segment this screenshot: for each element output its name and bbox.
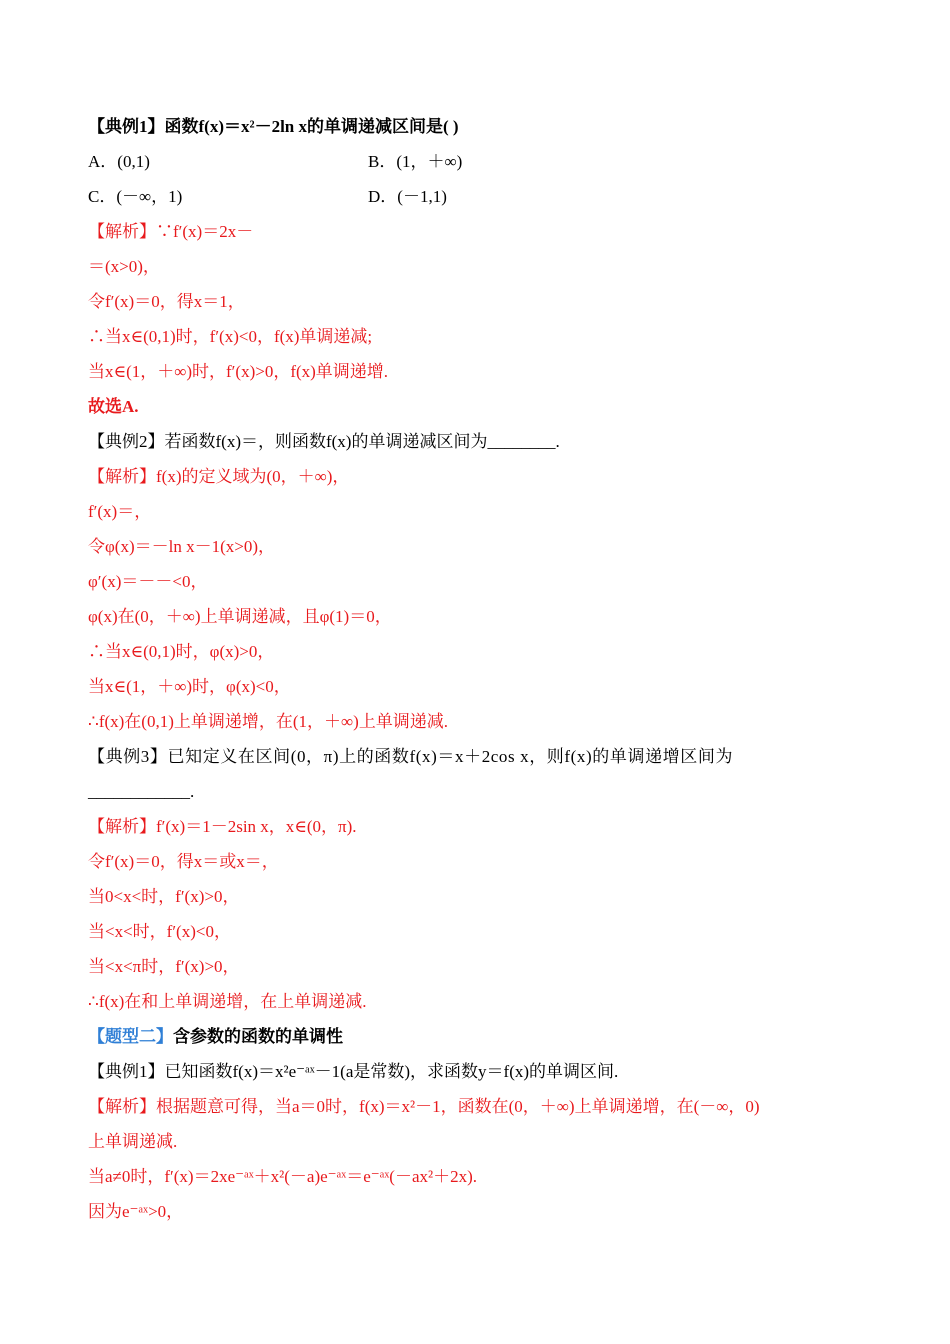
solution-line: ∴f(x)在(0,1)上单调递增，在(1，＋∞)上单调递减. <box>88 712 449 731</box>
solution-line: φ(x)在(0，＋∞)上单调递减，且φ(1)＝0， <box>88 607 392 626</box>
solution-line: 【解析】f(x)的定义域为(0，＋∞)， <box>88 467 350 486</box>
section-tag: 【题型二】 <box>88 1027 173 1046</box>
solution-line: 上单调递减. <box>88 1132 178 1151</box>
solution-line: ∴当x∈(0,1)时，φ(x)>0， <box>88 642 275 661</box>
answer-line: 故选A. <box>88 397 139 416</box>
solution-line: 当<x<时，f′(x)<0， <box>88 922 231 941</box>
solution-line: ∴f(x)在和上单调递增，在上单调递减. <box>88 992 367 1011</box>
solution-line: 当x∈(1，＋∞)时，f′(x)>0，f(x)单调递增. <box>88 362 389 381</box>
solution-line: 当<x<π时，f′(x)>0， <box>88 957 240 976</box>
solution-line: 当x∈(1，＋∞)时，φ(x)<0， <box>88 677 291 696</box>
solution-line: 【解析】∵f′(x)＝2x－ <box>88 222 254 241</box>
solution-line: 因为e⁻ᵃˣ>0， <box>88 1202 184 1221</box>
solution-line: 令f′(x)＝0，得x＝1， <box>88 292 245 311</box>
solution-line: 令φ(x)＝－ln x－1(x>0)， <box>88 537 276 556</box>
option-c: C．(－∞，1) <box>88 187 183 206</box>
example-1-question <box>88 112 868 142</box>
option-b: B．(1，＋∞) <box>368 152 463 171</box>
solution-line: 【解析】f′(x)＝1－2sin x，x∈(0，π). <box>88 817 357 836</box>
answer-blank: ________. <box>487 432 560 451</box>
solution-line: f′(x)＝， <box>88 502 152 521</box>
section-heading <box>88 1022 868 1052</box>
options-row-cd <box>88 182 868 212</box>
options-row-ab <box>88 147 868 177</box>
example-2-question <box>88 427 868 457</box>
answer-blank: ____________. <box>88 782 195 801</box>
option-a: A．(0,1) <box>88 152 150 171</box>
example-3-question: 【典例3】已知定义在区间(0，π)上的函数f(x)＝x＋2cos x，则f(x)的单调递增区间为 <box>88 747 734 766</box>
option-d: D．(－1,1) <box>368 187 447 206</box>
solution-line: 当0<x<时，f′(x)>0， <box>88 887 240 906</box>
solution-line: 令f′(x)＝0，得x＝或x＝， <box>88 852 279 871</box>
solution-line: φ′(x)＝－－<0， <box>88 572 208 591</box>
solution-line: 【解析】根据题意可得，当a＝0时，f(x)＝x²－1，函数在(0，＋∞)上单调递增，在(－∞，0) <box>88 1097 760 1116</box>
example-1b-question: 【典例1】已知函数f(x)＝x²e⁻ᵃˣ－1(a是常数)，求函数y＝f(x)的单调区间. <box>88 1062 619 1081</box>
example-1-text: 【典例1】函数f(x)＝x²－2ln x的单调递减区间是( ) <box>88 117 459 136</box>
example-2-text: 【典例2】若函数f(x)＝，则函数f(x)的单调递减区间为 <box>88 432 488 451</box>
solution-line: 当a≠0时，f′(x)＝2xe⁻ᵃˣ＋x²(－a)e⁻ᵃˣ＝e⁻ᵃˣ(－ax²＋2x). <box>88 1167 477 1186</box>
solution-line: ＝(x>0)， <box>88 257 160 276</box>
solution-line: ∴当x∈(0,1)时，f′(x)<0，f(x)单调递减; <box>88 327 373 346</box>
section-title: 含参数的函数的单调性 <box>173 1027 343 1046</box>
